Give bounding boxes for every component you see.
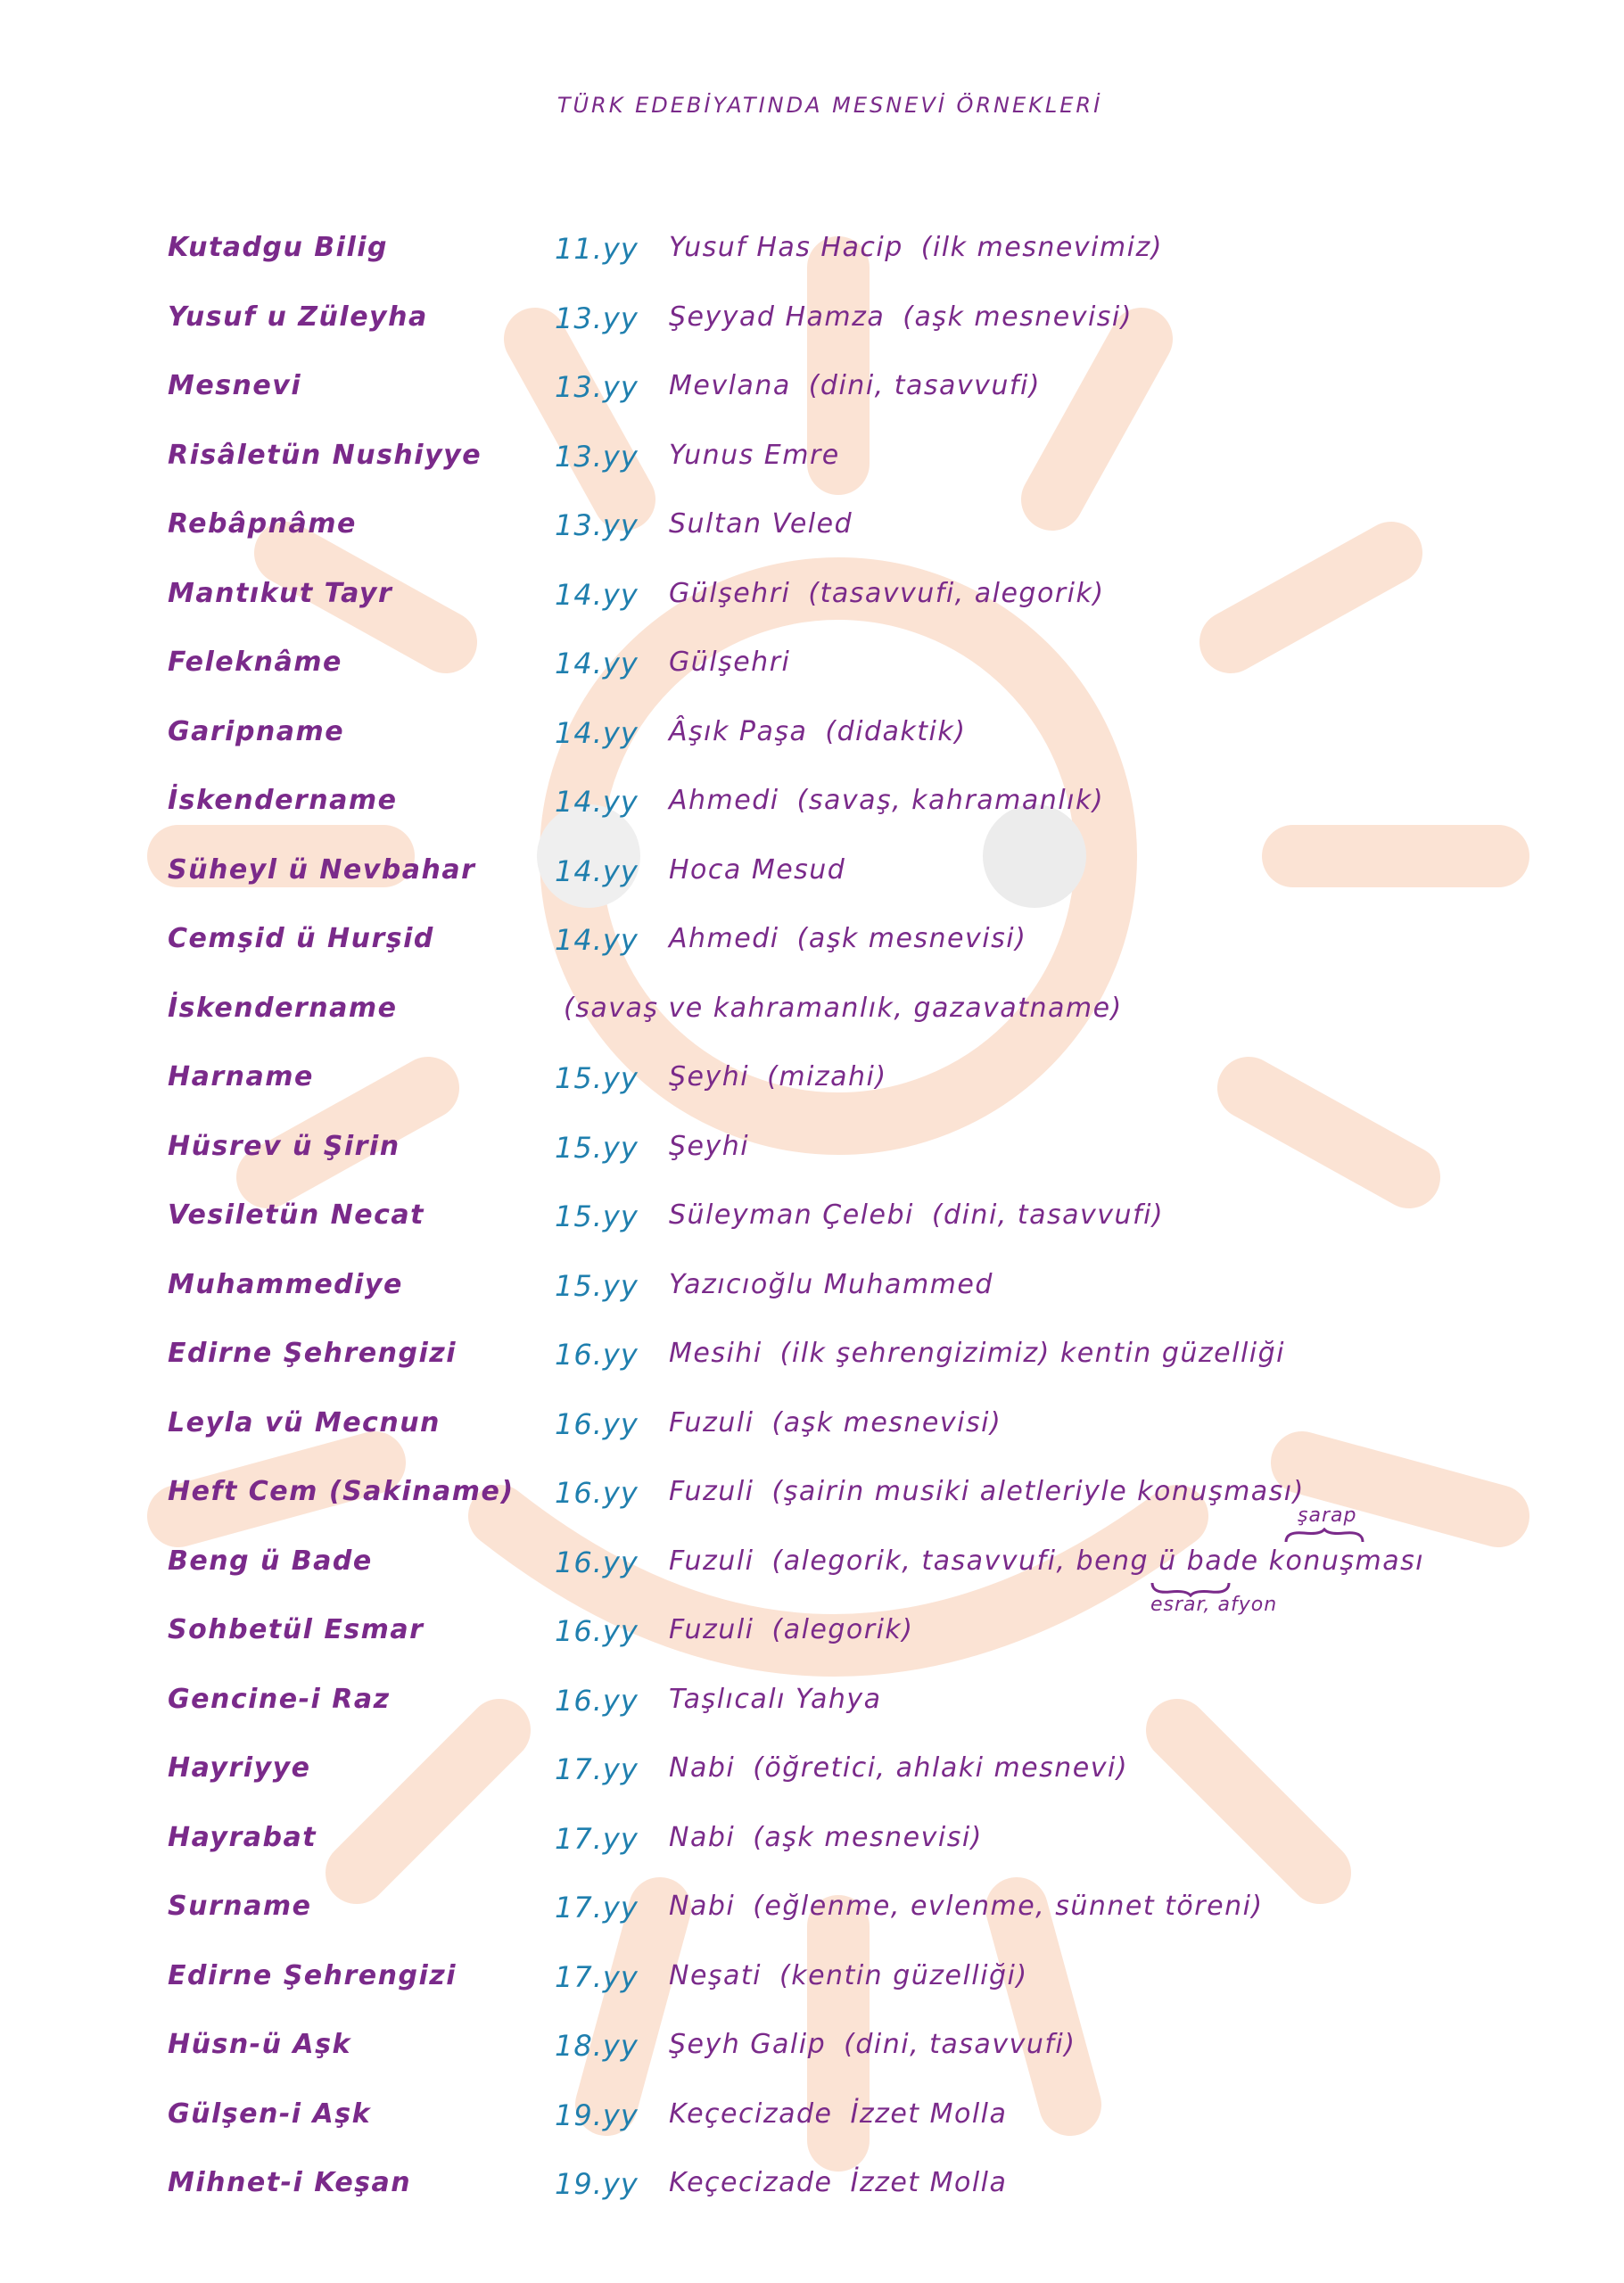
list-item [0, 1602, 1624, 1671]
work-title: Mantıkut Tayr [168, 577, 393, 609]
work-title: Hayriyye [168, 1752, 311, 1784]
poet-name: Şeyhi [669, 1130, 750, 1162]
work-title: Mihnet-i Keşan [168, 2167, 412, 2198]
century-label: 14.yy [555, 785, 639, 819]
note-text: İzzet Molla [850, 2098, 1008, 2130]
note-text: (aşk mesnevisi) [771, 1406, 1002, 1438]
list-item [0, 289, 1624, 359]
poet-name: Neşati [669, 1959, 763, 1991]
note-text: (mizahi) [767, 1061, 887, 1092]
poet-and-note [564, 993, 1123, 1024]
work-title: Beng ü Bade [168, 1545, 373, 1577]
list-item [0, 1740, 1624, 1809]
poet-and-note [669, 1407, 1002, 1438]
mesnevi-list [0, 219, 1624, 2224]
work-title: Süheyl ü Nevbahar [168, 853, 476, 886]
work-title: Muhammediye [168, 1268, 403, 1300]
note-text: (dini, tasavvufi) [844, 2029, 1076, 2060]
poet-name: Mevlana [669, 370, 791, 401]
note-text: (eğlenme, evlenme, sünnet töreni) [753, 1891, 1264, 1922]
poet-and-note [669, 1061, 887, 1092]
list-item [0, 634, 1624, 704]
century-label: 19.yy [555, 2167, 639, 2201]
poet-name: Süleyman Çelebi [669, 1199, 914, 1231]
poet-and-note [669, 1269, 993, 1300]
century-label: 16.yy [555, 1683, 639, 1718]
poet-and-note [669, 1614, 914, 1645]
list-item [0, 1533, 1624, 1603]
poet-name: Şeyh Galip [669, 2029, 827, 2060]
list-item [0, 1671, 1624, 1741]
poet-and-note [669, 2029, 1076, 2060]
poet-name: Hoca Mesud [669, 853, 846, 886]
century-label: 14.yy [555, 923, 639, 957]
work-title: Yusuf u Züleyha [168, 301, 428, 333]
poet-and-note [669, 716, 966, 747]
poet-and-note [669, 1476, 1305, 1507]
century-label: 14.yy [555, 647, 639, 680]
century-label: 16.yy [555, 1614, 639, 1648]
poet-and-note [669, 1891, 1264, 1922]
work-title: Gülşen-i Aşk [168, 2098, 372, 2130]
list-item [0, 1325, 1624, 1395]
poet-name: Keçecizade [669, 2098, 833, 2130]
note-text: (öğretici, ahlaki mesnevi) [753, 1752, 1129, 1784]
note-text: (aşk mesnevisi) [796, 923, 1027, 954]
poet-name: Taşlıcalı Yahya [669, 1683, 882, 1715]
poet-and-note [669, 1338, 1285, 1369]
century-label: 15.yy [555, 1061, 639, 1095]
poet-and-note [669, 1545, 1424, 1577]
work-title: Edirne Şehrengizi [168, 1959, 458, 1991]
list-item [0, 772, 1624, 842]
list-item [0, 358, 1624, 427]
poet-name: Şeyhi [669, 1061, 750, 1092]
list-item [0, 219, 1624, 289]
note-text: (savaş ve kahramanlık, gazavatname) [564, 992, 1123, 1024]
poet-and-note [669, 440, 840, 471]
poet-name: Keçecizade [669, 2167, 833, 2198]
list-item [0, 1878, 1624, 1948]
note-text: (aşk mesnevisi) [753, 1821, 983, 1853]
poet-name: Yusuf Has Hacip [669, 232, 903, 263]
century-label: 16.yy [555, 1545, 639, 1579]
poet-name: Âşık Paşa [669, 715, 808, 747]
annotation-brace-top [1284, 1528, 1364, 1544]
work-title: Hüsrev ü Şirin [168, 1130, 400, 1162]
note-text: (ilk şehrengizimiz) kentin güzelliği [779, 1338, 1285, 1369]
poet-name: Ahmedi [669, 785, 779, 816]
poet-and-note [669, 785, 1104, 816]
poet-and-note [669, 2098, 1007, 2130]
century-label: 16.yy [555, 1476, 639, 1510]
work-title: Harname [168, 1061, 314, 1092]
century-label: 17.yy [555, 1752, 639, 1786]
list-item [0, 1118, 1624, 1188]
note-text: (aşk mesnevisi) [903, 301, 1133, 333]
work-title: Feleknâme [168, 647, 342, 678]
note-text: (tasavvufi, alegorik) [808, 577, 1105, 609]
poet-and-note [669, 1131, 749, 1162]
poet-and-note [669, 647, 790, 678]
list-item [0, 704, 1624, 773]
list-item [0, 2086, 1624, 2155]
note-text: (didaktik) [825, 715, 967, 747]
century-label: 17.yy [555, 1959, 639, 1994]
work-title: Gencine-i Raz [168, 1683, 391, 1715]
list-item [0, 1395, 1624, 1464]
work-title: Leyla vü Mecnun [168, 1406, 441, 1438]
list-item [0, 1257, 1624, 1326]
list-item [0, 1463, 1624, 1533]
list-item [0, 1187, 1624, 1257]
work-title: Rebâpnâme [168, 508, 357, 540]
note-text: (kentin güzelliği) [779, 1959, 1028, 1991]
poet-name: Gülşehri [669, 577, 791, 609]
work-title: Hayrabat [168, 1821, 317, 1853]
poet-name: Gülşehri [669, 647, 791, 678]
poet-and-note [669, 923, 1026, 954]
work-title: Mesnevi [168, 370, 302, 401]
century-label: 18.yy [555, 2029, 639, 2063]
note-text: (savaş, kahramanlık) [796, 785, 1105, 816]
poet-name: Fuzuli [669, 1476, 754, 1507]
poet-and-note [669, 370, 1041, 401]
century-label: 15.yy [555, 1130, 639, 1165]
work-title: Heft Cem (Sakiname) [168, 1476, 515, 1507]
poet-and-note [669, 1960, 1028, 1991]
work-title: Sohbetül Esmar [168, 1614, 425, 1645]
century-label: 13.yy [555, 439, 639, 474]
poet-name: Sultan Veled [669, 508, 853, 540]
poet-name: Fuzuli [669, 1545, 754, 1577]
century-label: 14.yy [555, 853, 639, 888]
poet-and-note [669, 1199, 1164, 1231]
century-label: 16.yy [555, 1406, 639, 1441]
list-item [0, 1809, 1624, 1879]
list-item [0, 980, 1624, 1050]
century-label: 17.yy [555, 1821, 639, 1856]
poet-and-note [669, 1684, 882, 1715]
poet-name: Nabi [669, 1821, 736, 1853]
annotation-sarap: şarap [1298, 1504, 1357, 1527]
note-text: (şairin musiki aletleriyle konuşması) [771, 1476, 1305, 1507]
century-label: 16.yy [555, 1338, 639, 1372]
page-title: TÜRK EDEBİYATINDA MESNEVİ ÖRNEKLERİ [556, 93, 1103, 118]
work-title: Cemşid ü Hurşid [168, 923, 434, 954]
century-label: 15.yy [555, 1199, 639, 1233]
annotation-esrar: esrar, afyon [1150, 1593, 1278, 1616]
poet-and-note [669, 854, 845, 886]
poet-and-note [669, 301, 1133, 333]
note-text: (alegorik, tasavvufi, beng ü bade konuşması [771, 1545, 1425, 1577]
work-title: İskendername [168, 785, 398, 816]
work-title: İskendername [168, 992, 398, 1024]
century-label: 13.yy [555, 370, 639, 404]
note-text: (ilk mesnevimiz) [920, 232, 1163, 263]
poet-name: Şeyyad Hamza [669, 301, 886, 333]
century-label: 17.yy [555, 1891, 639, 1924]
poet-and-note [669, 1822, 983, 1853]
poet-name: Yazıcıoğlu Muhammed [669, 1268, 993, 1300]
poet-name: Yunus Emre [669, 439, 840, 471]
note-text: (dini, tasavvufi) [931, 1199, 1165, 1231]
century-label: 14.yy [555, 715, 639, 750]
list-item [0, 427, 1624, 497]
century-label: 13.yy [555, 301, 639, 335]
poet-and-note [669, 508, 853, 540]
poet-name: Nabi [669, 1891, 736, 1922]
work-title: Hüsn-ü Aşk [168, 2029, 351, 2060]
list-item [0, 1948, 1624, 2017]
poet-name: Fuzuli [669, 1614, 754, 1645]
work-title: Edirne Şehrengizi [168, 1338, 458, 1369]
century-label: 11.yy [555, 232, 639, 266]
list-item [0, 565, 1624, 635]
work-title: Surname [168, 1891, 312, 1922]
note-text: (alegorik) [771, 1614, 914, 1645]
poet-name: Mesihi [669, 1338, 763, 1369]
poet-name: Ahmedi [669, 923, 779, 954]
list-item [0, 2155, 1624, 2224]
century-label: 14.yy [555, 577, 639, 612]
list-item [0, 2016, 1624, 2086]
note-text: (dini, tasavvufi) [808, 370, 1042, 401]
poet-and-note [669, 1752, 1128, 1784]
poet-name: Nabi [669, 1752, 736, 1784]
poet-and-note [669, 232, 1163, 263]
work-title: Vesiletün Necat [168, 1199, 425, 1231]
note-text: İzzet Molla [850, 2167, 1008, 2198]
work-title: Risâletün Nushiyye [168, 439, 482, 471]
poet-name: Fuzuli [669, 1406, 754, 1438]
list-item [0, 496, 1624, 565]
poet-and-note [669, 2167, 1007, 2198]
work-title: Garipname [168, 715, 345, 747]
century-label: 19.yy [555, 2098, 639, 2132]
list-item [0, 842, 1624, 911]
list-item [0, 1049, 1624, 1118]
century-label: 15.yy [555, 1268, 639, 1303]
century-label: 13.yy [555, 508, 639, 542]
poet-and-note [669, 578, 1105, 609]
list-item [0, 911, 1624, 980]
work-title: Kutadgu Bilig [168, 232, 388, 263]
